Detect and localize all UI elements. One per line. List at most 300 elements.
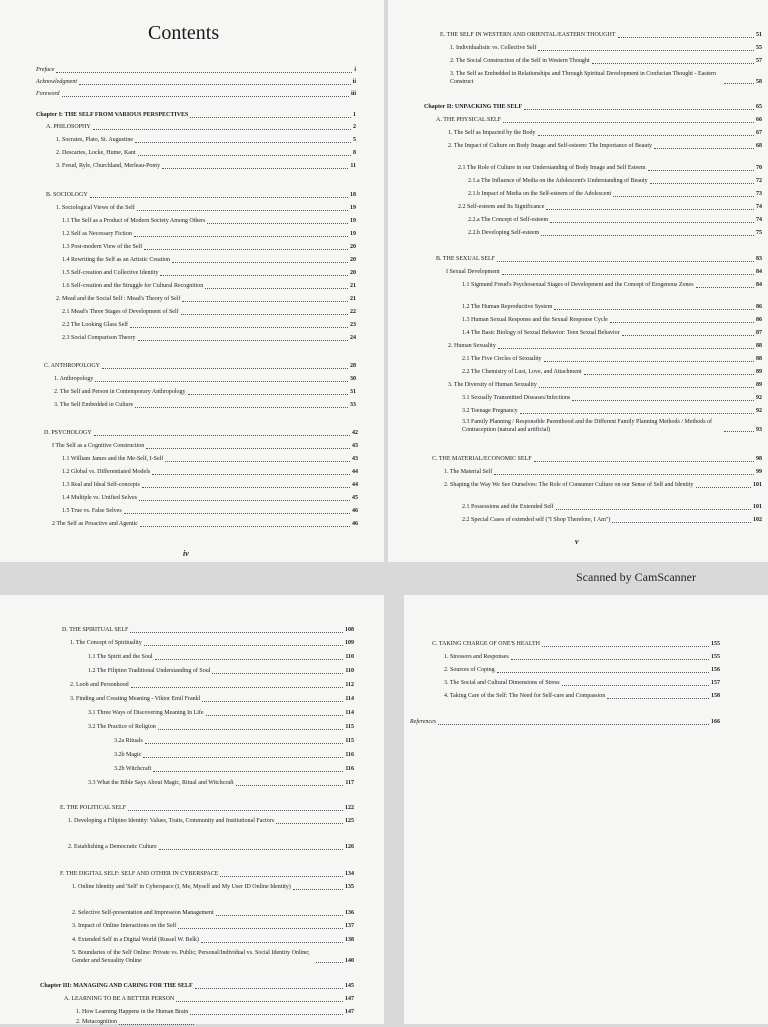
leader-dots xyxy=(190,117,351,118)
toc-entry-title: A. PHILOSOPHY xyxy=(46,124,91,130)
leader-dots xyxy=(152,474,350,475)
toc-entry-title: 2. Shaping the Way We See Ourselves: The Role of Consumer Culture on our Sense of Self and Identity xyxy=(444,482,694,488)
toc-entry-page: 117 xyxy=(345,780,354,786)
toc-entry xyxy=(60,805,354,813)
toc-entry xyxy=(36,91,356,99)
toc-entry-page: 20 xyxy=(350,257,356,263)
toc-entry-title: F. THE DIGITAL SELF: SELF AND OTHER IN CYBERSPACE xyxy=(60,871,219,877)
leader-dots xyxy=(159,849,343,850)
toc-entry-title: 4. Extended Self in a Digital World (Russel W. Belk) xyxy=(72,937,199,943)
toc-entry-page: 86 xyxy=(756,317,762,323)
toc-entry xyxy=(432,641,720,649)
leader-dots xyxy=(160,275,348,276)
toc-entry-page: 21 xyxy=(350,283,356,289)
toc-entry xyxy=(114,738,354,746)
toc-entry-title: 2.2 The Chemistry of Lust, Love, and Attachment xyxy=(462,369,582,375)
toc-entry xyxy=(462,517,762,525)
toc-entry-page: 140 xyxy=(345,957,354,964)
toc-entry-title: 1.5 Self-creation and Collective Identity xyxy=(62,270,159,276)
toc-entry-page: 110 xyxy=(345,668,354,674)
toc-entry-title: 1. The Concept of Spirituality xyxy=(70,640,142,646)
toc-entry-page: 102 xyxy=(753,517,762,523)
toc-entry-title: 3. Finding and Creating Meaning - Viktor Emil Frankl xyxy=(70,696,201,702)
toc-entry-title: 2. The Self and Person in Contemporary Anthropology xyxy=(54,389,186,395)
toc-entry xyxy=(444,680,720,688)
toc-entry-page: 114 xyxy=(345,710,354,716)
toc-entry xyxy=(468,230,762,238)
toc-entry xyxy=(62,627,354,635)
toc-entry-page: i xyxy=(354,67,356,73)
toc-entry-title: 1.3 Human Sexual Response and the Sexual Response Cycle xyxy=(462,317,608,323)
toc-entry-page: 74 xyxy=(756,204,762,210)
toc-entry-title: 2. Establishing a Democratic Culture xyxy=(68,844,157,850)
toc-entry-title: 3.1 Three Ways of Discovering Meaning In Life xyxy=(88,710,204,716)
toc-entry xyxy=(440,32,762,40)
leader-dots xyxy=(562,685,709,686)
leader-dots xyxy=(138,340,348,341)
toc-entry xyxy=(462,356,762,364)
toc-entry xyxy=(54,389,356,397)
toc-entry-title: 1.4 Multiple vs. Unified Selves xyxy=(62,495,137,501)
toc-entry-title: 1.2 The Human Reproductive System xyxy=(462,304,553,310)
leader-dots xyxy=(534,461,754,462)
leader-dots xyxy=(158,729,344,730)
toc-entry-page: 86 xyxy=(756,304,762,310)
toc-entry-title: C. TAKING CHARGE OF ONE'S HEALTH xyxy=(432,641,540,647)
toc-entry-page: 155 xyxy=(711,641,720,647)
leader-dots xyxy=(554,309,754,310)
toc-entry xyxy=(458,165,762,173)
toc-entry xyxy=(448,143,762,151)
toc-entry xyxy=(88,780,354,788)
leader-dots xyxy=(556,509,751,510)
toc-entry xyxy=(56,296,356,304)
toc-entry-page: 75 xyxy=(756,230,762,236)
toc-entry-title: 3. Impact of Online Interactions on the Self xyxy=(72,923,177,929)
toc-entry-page: 112 xyxy=(345,682,354,688)
toc-entry xyxy=(450,71,762,86)
leader-dots xyxy=(618,37,754,38)
leader-dots xyxy=(207,223,348,224)
toc-entry-page: 19 xyxy=(350,218,356,224)
toc-entry-title: 1. Sociological Views of the Self xyxy=(56,205,135,211)
toc-entry-title: 3. The Social and Cultural Dimensions of Stress xyxy=(444,680,560,686)
toc-entry-page: 147 xyxy=(345,996,354,1002)
leader-dots xyxy=(503,122,754,123)
toc-entry-page: 43 xyxy=(352,443,358,449)
toc-entry-title: A. THE PHYSICAL SELF xyxy=(436,117,502,123)
toc-entry-title: 2. Loob and Personhood xyxy=(70,682,129,688)
toc-entry xyxy=(70,696,354,704)
toc-entry xyxy=(462,408,762,416)
toc-entry xyxy=(40,983,354,991)
toc-entry-page: 20 xyxy=(350,270,356,276)
toc-entry xyxy=(444,654,720,662)
leader-dots xyxy=(216,915,343,916)
toc-entry-title: 1.1 The Self as a Product of Modern Society Among Others xyxy=(62,218,206,224)
toc-entry-page: 115 xyxy=(345,724,354,730)
leader-dots xyxy=(497,261,754,262)
toc-entry-page: 28 xyxy=(350,363,356,369)
leader-dots xyxy=(181,314,348,315)
toc-entry-title: 2. Descartes, Locke, Hume, Kant xyxy=(56,150,136,156)
toc-entry xyxy=(444,667,720,675)
toc-entry xyxy=(114,752,354,760)
toc-entry-page: 43 xyxy=(352,456,358,462)
toc-entry xyxy=(62,482,358,490)
toc-entry xyxy=(64,996,354,1004)
leader-dots xyxy=(622,335,754,336)
leader-dots xyxy=(153,771,343,772)
leader-dots xyxy=(236,785,344,786)
toc-entry xyxy=(56,137,356,145)
toc-entry-title: 2. Selective Self-presentation and Impression Management xyxy=(72,910,214,916)
toc-entry xyxy=(436,117,762,125)
toc-entry-page: 135 xyxy=(345,884,354,890)
leader-dots xyxy=(140,526,350,527)
toc-entry-page: 70 xyxy=(756,165,762,171)
toc-entry xyxy=(36,112,356,120)
toc-entry xyxy=(462,304,762,312)
toc-entry xyxy=(462,330,762,338)
toc-entry-title: E. THE SELF IN WESTERN AND ORIENTAL/EASTERN THOUGHT xyxy=(440,32,616,38)
toc-entry xyxy=(52,521,358,529)
leader-dots xyxy=(162,168,348,169)
toc-entry-title: 1.3 Post-modern View of the Self xyxy=(62,244,143,250)
toc-entry-page: 83 xyxy=(756,256,762,262)
leader-dots xyxy=(542,646,709,647)
toc-entry-title: 4. Taking Care of the Self: The Need for Self-care and Compassion xyxy=(444,693,606,699)
leader-dots xyxy=(494,474,754,475)
leader-dots xyxy=(648,170,754,171)
toc-entry-title: 5. Boundaries of the Self Online: Private vs. Public; Personal/Individual vs. Social Identity Online; Gender and Sexuality Online xyxy=(72,950,310,964)
toc-entry xyxy=(52,443,358,451)
toc-entry-title: I Sexual Development xyxy=(446,269,500,275)
leader-dots xyxy=(130,632,343,633)
leader-dots xyxy=(498,348,754,349)
toc-entry-page: 58 xyxy=(756,78,762,85)
toc-entry-title: 3. The Self Embedded in Culture xyxy=(54,402,134,408)
toc-entry xyxy=(70,682,354,690)
toc-entry-title: Acknowledgment xyxy=(36,79,77,85)
toc-entry-page: 46 xyxy=(352,521,358,527)
toc-entry xyxy=(70,640,354,648)
leader-dots xyxy=(138,155,351,156)
toc-entry-title: 2.1.b Impact of Media on the Self-esteem of the Adolescent xyxy=(468,191,612,197)
toc-entry-page: 11 xyxy=(350,163,356,169)
toc-entry-title: A. LEARNING TO BE A BETTER PERSON xyxy=(64,996,175,1002)
toc-entry-page: 125 xyxy=(345,818,354,824)
leader-dots xyxy=(206,715,344,716)
toc-entry-title: 1. Individualistic vs. Collective Self xyxy=(450,45,537,51)
toc-entry-page: 155 xyxy=(711,654,720,660)
leader-dots xyxy=(90,197,348,198)
toc-entry-title: 2 The Self as Proactive and Agentic xyxy=(52,521,138,527)
toc-entry-page: 88 xyxy=(756,356,762,362)
toc-entry xyxy=(44,430,358,438)
toc-entry-page: 21 xyxy=(350,296,356,302)
toc-entry-title: Foreword xyxy=(36,91,60,97)
toc-entry-title: 1.2 Global vs. Differentiated Models xyxy=(62,469,151,475)
leader-dots xyxy=(124,513,350,514)
leader-dots xyxy=(511,659,709,660)
toc-entry xyxy=(448,130,762,138)
toc-entry xyxy=(468,217,762,225)
toc-entry-page: 18 xyxy=(350,192,356,198)
toc-entry xyxy=(54,402,356,410)
toc-entry xyxy=(62,283,356,291)
toc-entry-title: 1.1 Sigmund Freud's Psychosexual Stages of Development and the Concept of Erogenous Zones xyxy=(462,282,694,288)
toc-entry-title: 2.1 Possessions and the Extended Self xyxy=(462,504,554,510)
toc-entry-page: 5 xyxy=(353,137,356,143)
toc-entry-title: B. THE SEXUAL SELF xyxy=(436,256,496,262)
toc-entry-page: 147 xyxy=(345,1009,354,1015)
toc-entry-title: Chapter III: MANAGING AND CARING FOR THE SELF xyxy=(40,983,193,989)
toc-entry xyxy=(450,45,762,53)
toc-entry-page: 44 xyxy=(352,469,358,475)
toc-entry-title: 1.6 Self-creation and the Struggle for Cultural Recognition xyxy=(62,283,204,289)
leader-dots xyxy=(613,196,754,197)
leader-dots xyxy=(550,222,754,223)
toc-entry-page: ii xyxy=(352,79,356,85)
toc-entry-page: 24 xyxy=(350,335,356,341)
toc-entry xyxy=(462,419,762,434)
toc-entry xyxy=(62,218,356,226)
toc-entry-page: 30 xyxy=(350,376,356,382)
toc-entry-page: 145 xyxy=(345,983,354,989)
toc-entry-title: 3.1 Sexually Transmitted Diseases/Infections xyxy=(462,395,571,401)
toc-entry-page: 87 xyxy=(756,330,762,336)
toc-entry xyxy=(56,163,356,171)
toc-entry-page: 122 xyxy=(345,805,354,811)
leader-dots xyxy=(128,810,343,811)
toc-entry-page: 101 xyxy=(753,504,762,510)
leader-dots xyxy=(584,374,754,375)
toc-entry-page: 99 xyxy=(756,469,762,475)
toc-entry xyxy=(56,150,356,158)
toc-entry xyxy=(72,910,354,918)
toc-entry-page: 31 xyxy=(350,389,356,395)
toc-entry-page: 67 xyxy=(756,130,762,136)
leader-dots xyxy=(544,361,754,362)
leader-dots xyxy=(195,988,343,989)
leader-dots xyxy=(541,235,754,236)
toc-entry-title: 2.1 The Role of Culture in our Understanding of Body Image and Self Esteem xyxy=(458,165,646,171)
toc-entry-page: 158 xyxy=(711,693,720,699)
toc-entry xyxy=(436,256,762,264)
toc-entry-page: 101 xyxy=(753,482,762,488)
toc-entry-title: 1.2 Self as Necessary Fiction xyxy=(62,231,132,237)
leader-dots xyxy=(696,287,754,288)
toc-entry-page: 51 xyxy=(756,32,762,38)
toc-entry-page: 116 xyxy=(345,766,354,772)
leader-dots xyxy=(276,823,343,824)
toc-entry xyxy=(450,58,762,66)
toc-entry xyxy=(62,257,356,265)
toc-entry xyxy=(44,363,356,371)
toc-entry-page: 110 xyxy=(345,654,354,660)
toc-entry-page: 2 xyxy=(353,124,356,130)
leader-dots xyxy=(546,209,754,210)
leader-dots xyxy=(190,1014,343,1015)
toc-entry-title: 3.2a Rituals xyxy=(114,738,143,744)
toc-entry xyxy=(458,204,762,212)
toc-entry-page: 134 xyxy=(345,871,354,877)
toc-entry-title: 1. The Material Self xyxy=(444,469,493,475)
toc-entry-page: 156 xyxy=(711,667,720,673)
leader-dots xyxy=(146,448,350,449)
toc-entry-title: I The Self as a Cognitive Construction xyxy=(52,443,145,449)
leader-dots xyxy=(520,413,754,414)
leader-dots xyxy=(144,645,343,646)
leader-dots xyxy=(139,500,350,501)
toc-entry xyxy=(88,710,354,718)
leader-dots xyxy=(172,262,348,263)
leader-dots xyxy=(607,698,709,699)
toc-entry-title: C. ANTHROPOLOGY xyxy=(44,363,101,369)
toc-entry-title: 3.3 Family Planning / Responsible Parenthood and the Different Family Planning Methods / Methods of Contraception (natural and artificial) xyxy=(462,419,713,433)
toc-entry xyxy=(36,67,356,75)
toc-entry xyxy=(62,495,358,503)
toc-entry xyxy=(62,469,358,477)
leader-dots xyxy=(182,301,348,302)
toc-entry-title: 1. Anthropology xyxy=(54,376,94,382)
leader-dots xyxy=(612,522,751,523)
toc-entry xyxy=(424,104,762,112)
toc-entry xyxy=(56,205,356,213)
leader-dots xyxy=(502,274,754,275)
toc-entry-title: 2.2.a The Concept of Self-esteem xyxy=(468,217,549,223)
toc-entry-page: 1 xyxy=(353,112,356,118)
toc-entry-page: 115 xyxy=(345,738,354,744)
toc-entry xyxy=(62,456,358,464)
toc-entry xyxy=(444,482,762,490)
toc-entry-page: 166 xyxy=(711,719,720,725)
toc-entry-title: References xyxy=(410,719,437,725)
toc-entry-page: 57 xyxy=(756,58,762,64)
toc-entry-title: 1. The Self as Impacted by the Body xyxy=(448,130,536,136)
toc-entry-title: 1.4 Rewriting the Self as an Artistic Creation xyxy=(62,257,170,263)
toc-entry xyxy=(410,719,720,727)
toc-entry-title: Preface xyxy=(36,67,55,73)
page-title: Contents xyxy=(148,22,220,44)
toc-entry xyxy=(462,317,762,325)
toc-entry-page: 89 xyxy=(756,369,762,375)
toc-entry xyxy=(62,309,356,317)
leader-dots xyxy=(135,142,351,143)
leader-dots xyxy=(135,407,348,408)
toc-entry-title: 3.3 What the Bible Says About Magic, Ritual and Witchcraft xyxy=(88,780,234,786)
toc-entry-page: 109 xyxy=(345,640,354,646)
toc-entry xyxy=(76,1019,196,1027)
toc-entry-page: 45 xyxy=(352,495,358,501)
leader-dots xyxy=(144,249,348,250)
toc-entry xyxy=(444,469,762,477)
toc-entry-page: 98 xyxy=(756,456,762,462)
toc-entry-page: 93 xyxy=(756,426,762,433)
toc-entry-title: 1.5 True vs. False Selves xyxy=(62,508,122,514)
leader-dots xyxy=(610,322,754,323)
toc-entry-title: 1. Stressors and Responses xyxy=(444,654,509,660)
toc-entry-page: 116 xyxy=(345,752,354,758)
page-number: iv xyxy=(183,549,189,558)
leader-dots xyxy=(654,148,754,149)
toc-entry-page: 74 xyxy=(756,217,762,223)
toc-entry-page: 42 xyxy=(352,430,358,436)
toc-entry-title: 1. Online Identity and 'Self' in Cyberspace (I, Me, Myself and My User ID Online Identity) xyxy=(72,884,291,890)
leader-dots xyxy=(94,435,350,436)
toc-entry xyxy=(46,192,356,200)
page-number: v xyxy=(575,537,579,546)
toc-entry xyxy=(462,369,762,377)
toc-entry-title: 3.2b Witchcraft xyxy=(114,766,152,772)
toc-entry-page: 23 xyxy=(350,322,356,328)
toc-entry-title: C. THE MATERIAL/ECONOMIC SELF xyxy=(432,456,532,462)
toc-entry-page: 137 xyxy=(345,923,354,929)
toc-entry xyxy=(36,79,356,87)
toc-entry-page: 108 xyxy=(345,627,354,633)
toc-entry-page: 89 xyxy=(756,382,762,388)
toc-entry-page: iii xyxy=(350,91,356,97)
toc-entry-title: 3. Freud, Ryle, Churchland, Merleau-Ponty xyxy=(56,163,161,169)
toc-entry xyxy=(446,269,762,277)
leader-dots xyxy=(95,381,348,382)
toc-entry-page: 84 xyxy=(756,269,762,275)
leader-dots xyxy=(56,72,352,73)
leader-dots xyxy=(724,431,754,432)
toc-entry-title: 3.2 The Practice of Religion xyxy=(88,724,156,730)
toc-entry xyxy=(72,923,354,931)
toc-entry-title: 2.1 The Five Circles of Sexuality xyxy=(462,356,542,362)
toc-entry-title: 1. Developing a Filipino Identity: Values, Traits, Community and Institutional Factors xyxy=(68,818,275,824)
leader-dots xyxy=(142,487,350,488)
toc-entry xyxy=(62,508,358,516)
toc-entry xyxy=(62,270,356,278)
leader-dots xyxy=(212,673,343,674)
toc-entry-title: 2.2 The Looking Glass Self xyxy=(62,322,129,328)
toc-entry-page: 46 xyxy=(352,508,358,514)
toc-entry-title: 1.2 The Filipino Traditional Understanding of Soul xyxy=(88,668,211,674)
toc-entry-title: 2.1.a The Influence of Media on the Adolescent's Understanding of Beauty xyxy=(468,178,648,184)
toc-entry-title: 3. The Diversity of Human Sexuality xyxy=(448,382,537,388)
toc-entry xyxy=(462,395,762,403)
toc-entry-page: 126 xyxy=(345,844,354,850)
toc-entry-page: 157 xyxy=(711,680,720,686)
toc-entry-title: 3.2b Magic xyxy=(114,752,142,758)
toc-entry-title: 2. Metacognition xyxy=(76,1019,117,1025)
toc-entry-title: 2.2.b Developing Self-esteem xyxy=(468,230,540,236)
toc-entry-title: Chapter I: THE SELF FROM VARIOUS PERSPECTIVES xyxy=(36,112,189,118)
leader-dots xyxy=(220,876,343,877)
toc-entry-title: 2.2 Special Cases of extended self ("I Shop Therefore, I Am") xyxy=(462,517,611,523)
leader-dots xyxy=(572,400,754,401)
toc-entry-title: 1. Socrates, Plato, St. Augustine xyxy=(56,137,133,143)
toc-entry-page: 33 xyxy=(350,402,356,408)
toc-entry-title: 1.1 William James and the Me-Self, I-Self xyxy=(62,456,164,462)
toc-entry-title: 2. Sources of Coping xyxy=(444,667,495,673)
toc-entry-page: 22 xyxy=(350,309,356,315)
leader-dots xyxy=(538,135,754,136)
toc-entry-title: 2.2 Self-esteem and Its Significance xyxy=(458,204,545,210)
toc-entry-page: 92 xyxy=(756,408,762,414)
toc-entry-title: D. PSYCHOLOGY xyxy=(44,430,92,436)
leader-dots xyxy=(155,659,344,660)
toc-entry xyxy=(54,376,356,384)
toc-entry xyxy=(462,504,762,512)
leader-dots xyxy=(176,1001,343,1002)
leader-dots xyxy=(592,63,755,64)
leader-dots xyxy=(102,368,348,369)
